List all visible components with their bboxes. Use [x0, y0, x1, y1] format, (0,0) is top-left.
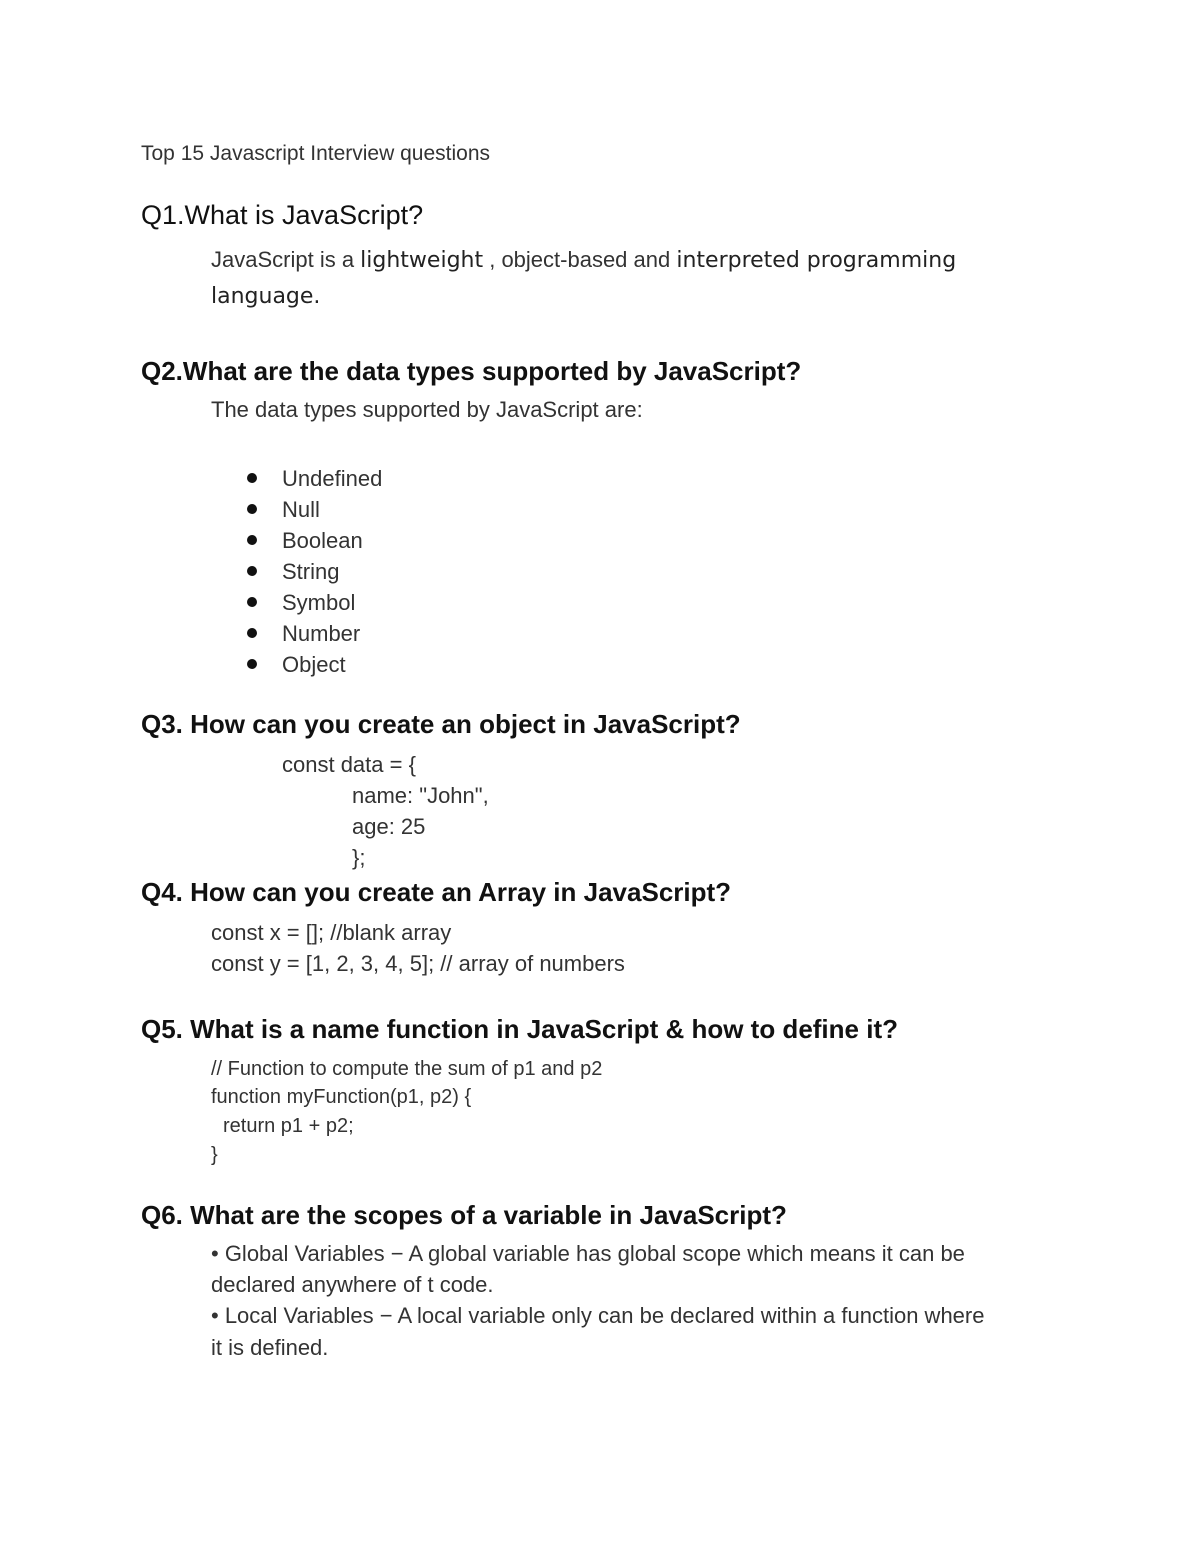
- q2-intro: The data types supported by JavaScript are:: [211, 397, 643, 422]
- data-type-label: Symbol: [282, 590, 356, 615]
- bullet-icon: [247, 628, 257, 638]
- q4-heading: Q4. How can you create an Array in JavaScript?: [141, 877, 732, 907]
- q3-code-line: };: [352, 845, 366, 870]
- q4-code-line: const y = [1, 2, 3, 4, 5]; // array of numbers: [211, 951, 625, 976]
- data-type-label: Null: [282, 497, 320, 522]
- data-type-label: Undefined: [282, 466, 383, 491]
- q1-text-interpreted: interpreted programming: [676, 248, 957, 273]
- q3-code-line: const data = {: [282, 752, 416, 777]
- q6-text-line: • Local Variables − A local variable only can be declared within a function where: [211, 1303, 985, 1328]
- q3-heading: Q3. How can you create an object in JavaScript?: [141, 709, 741, 739]
- q1-answer-line-2: language.: [211, 284, 321, 309]
- q6-text-line: • Global Variables − A global variable has global scope which means it can be: [211, 1241, 965, 1266]
- q5-code-line: return p1 + p2;: [223, 1115, 354, 1137]
- q1-answer-line-1: [211, 249, 956, 272]
- bullet-icon: [247, 473, 257, 483]
- bullet-icon: [247, 504, 257, 514]
- q3-code-line: age: 25: [352, 814, 426, 839]
- data-type-label: Object: [282, 652, 346, 677]
- data-type-label: Boolean: [282, 528, 363, 553]
- document-title: Top 15 Javascript Interview questions: [141, 142, 491, 165]
- data-type-item: [247, 654, 346, 676]
- bullet-icon: [247, 597, 257, 607]
- data-type-item: [247, 561, 339, 583]
- q1-heading: Q1.What is JavaScript?: [141, 200, 424, 230]
- q6-text-line: it is defined.: [211, 1335, 329, 1360]
- q5-code-line: // Function to compute the sum of p1 and p2: [211, 1058, 603, 1080]
- q5-code-line: function myFunction(p1, p2) {: [211, 1086, 472, 1108]
- q1-text-c: , object-based and: [483, 247, 677, 272]
- bullet-icon: [247, 566, 257, 576]
- q6-text-line: declared anywhere of t code.: [211, 1272, 494, 1297]
- q5-heading: Q5. What is a name function in JavaScript & how to define it?: [141, 1014, 898, 1044]
- q1-text-lightweight: lightweight: [360, 248, 484, 273]
- data-type-label: Number: [282, 621, 361, 646]
- data-type-item: [247, 468, 382, 490]
- data-type-label: String: [282, 559, 340, 584]
- q1-text-a: JavaScript is a: [211, 247, 361, 272]
- data-type-item: [247, 623, 360, 645]
- data-type-item: [247, 499, 320, 521]
- data-type-item: [247, 592, 355, 614]
- bullet-icon: [247, 659, 257, 669]
- q6-heading: Q6. What are the scopes of a variable in JavaScript?: [141, 1200, 787, 1230]
- q2-heading: Q2.What are the data types supported by JavaScript?: [141, 356, 802, 386]
- data-type-item: [247, 530, 363, 552]
- q3-code-line: name: "John",: [352, 783, 489, 808]
- q4-code-line: const x = []; //blank array: [211, 920, 452, 945]
- q5-code-line: }: [211, 1144, 218, 1166]
- bullet-icon: [247, 535, 257, 545]
